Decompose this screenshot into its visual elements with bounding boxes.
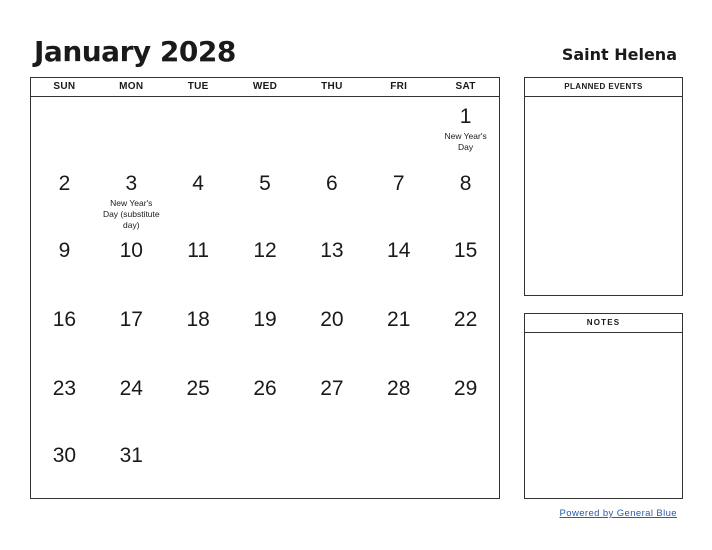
calendar-week-row xyxy=(31,97,499,164)
day-number xyxy=(98,97,165,105)
day-number: 5 xyxy=(259,172,271,195)
day-number: 28 xyxy=(387,377,411,400)
day-number: 29 xyxy=(453,377,478,400)
weekday-thu: THU xyxy=(321,81,343,92)
day-number xyxy=(365,436,432,444)
day-number: 25 xyxy=(186,377,210,400)
day-number: 7 xyxy=(392,172,405,195)
day-number: 3 xyxy=(125,172,138,195)
calendar-week-row xyxy=(31,436,499,500)
day-cell xyxy=(365,231,432,300)
weekday-mon: MON xyxy=(119,81,144,92)
empty-day-cell xyxy=(298,436,365,500)
empty-day-cell xyxy=(232,436,299,500)
planned-events-panel xyxy=(524,77,683,296)
calendar-weeks xyxy=(31,97,499,500)
day-number: 24 xyxy=(119,377,143,400)
day-cell xyxy=(165,300,232,369)
weekday-fri: FRI xyxy=(390,81,408,92)
day-cell xyxy=(232,369,299,436)
powered-by-link[interactable]: Powered by General Blue xyxy=(559,508,677,519)
day-number xyxy=(232,436,299,444)
day-cell xyxy=(298,300,365,369)
day-cell xyxy=(98,436,165,500)
day-number: 1 xyxy=(459,105,472,128)
day-number: 6 xyxy=(326,172,338,195)
calendar-week-row xyxy=(31,369,499,436)
day-cell xyxy=(165,164,232,231)
weekday-sun: SUN xyxy=(53,81,76,92)
day-number xyxy=(232,97,299,105)
day-cell xyxy=(31,231,98,300)
day-number: 9 xyxy=(58,239,71,262)
day-cell xyxy=(165,231,232,300)
day-cell xyxy=(365,369,432,436)
day-cell xyxy=(232,231,299,300)
notes-heading: NOTES xyxy=(525,314,682,333)
day-cell xyxy=(432,300,499,369)
day-cell xyxy=(31,164,98,231)
day-cell xyxy=(365,300,432,369)
empty-day-cell xyxy=(165,436,232,500)
day-number: 18 xyxy=(186,308,210,331)
empty-day-cell xyxy=(98,97,165,164)
day-cell xyxy=(98,231,165,300)
day-number: 4 xyxy=(192,172,204,195)
day-number: 10 xyxy=(119,239,143,262)
day-number: 31 xyxy=(119,444,143,467)
day-cell xyxy=(432,231,499,300)
day-number: 20 xyxy=(320,308,344,331)
day-number: 2 xyxy=(58,172,71,195)
day-number: 23 xyxy=(52,377,77,400)
notes-panel xyxy=(524,313,683,499)
day-cell xyxy=(31,436,98,500)
day-number: 13 xyxy=(320,239,344,262)
day-cell xyxy=(365,164,432,231)
day-number: 16 xyxy=(52,308,77,331)
day-number: 17 xyxy=(119,308,143,331)
empty-day-cell xyxy=(165,97,232,164)
calendar-week-row xyxy=(31,231,499,300)
page-title: January 2028 xyxy=(34,35,236,68)
day-number: 12 xyxy=(253,239,277,262)
day-number xyxy=(432,436,499,444)
day-cell xyxy=(31,300,98,369)
day-number: 27 xyxy=(320,377,344,400)
day-number: 30 xyxy=(52,444,77,467)
day-number xyxy=(365,97,432,105)
weekday-tue: TUE xyxy=(187,81,209,92)
empty-day-cell xyxy=(432,436,499,500)
day-cell xyxy=(298,231,365,300)
holiday-label: New Year's Day xyxy=(444,131,487,152)
calendar-week-row xyxy=(31,164,499,231)
day-number: 11 xyxy=(187,239,210,262)
day-cell xyxy=(432,97,499,164)
day-number xyxy=(298,436,365,444)
empty-day-cell xyxy=(31,97,98,164)
day-number xyxy=(165,436,232,444)
calendar-week-row xyxy=(31,300,499,369)
weekday-header-row xyxy=(31,78,499,97)
day-number xyxy=(298,97,365,105)
day-cell xyxy=(232,164,299,231)
day-cell xyxy=(432,369,499,436)
weekday-sat: SAT xyxy=(455,81,476,92)
day-number: 22 xyxy=(453,308,478,331)
day-cell xyxy=(432,164,499,231)
day-cell xyxy=(232,300,299,369)
day-cell xyxy=(298,369,365,436)
day-number xyxy=(31,97,98,105)
empty-day-cell xyxy=(365,436,432,500)
holiday-label: New Year's Day (substitute day) xyxy=(102,198,160,230)
month-calendar xyxy=(30,77,500,499)
day-number xyxy=(165,97,232,105)
empty-day-cell xyxy=(365,97,432,164)
day-cell xyxy=(98,164,165,231)
day-cell xyxy=(98,300,165,369)
weekday-wed: WED xyxy=(252,81,278,92)
day-cell xyxy=(31,369,98,436)
region-name: Saint Helena xyxy=(561,45,677,64)
day-number: 8 xyxy=(459,172,472,195)
day-cell xyxy=(98,369,165,436)
empty-day-cell xyxy=(232,97,299,164)
empty-day-cell xyxy=(298,97,365,164)
day-number: 19 xyxy=(253,308,277,331)
day-number: 21 xyxy=(387,308,411,331)
day-cell xyxy=(165,369,232,436)
day-number: 26 xyxy=(253,377,277,400)
day-number: 15 xyxy=(453,239,478,262)
planned-events-heading: PLANNED EVENTS xyxy=(525,78,682,97)
day-cell xyxy=(298,164,365,231)
day-number: 14 xyxy=(387,239,411,262)
